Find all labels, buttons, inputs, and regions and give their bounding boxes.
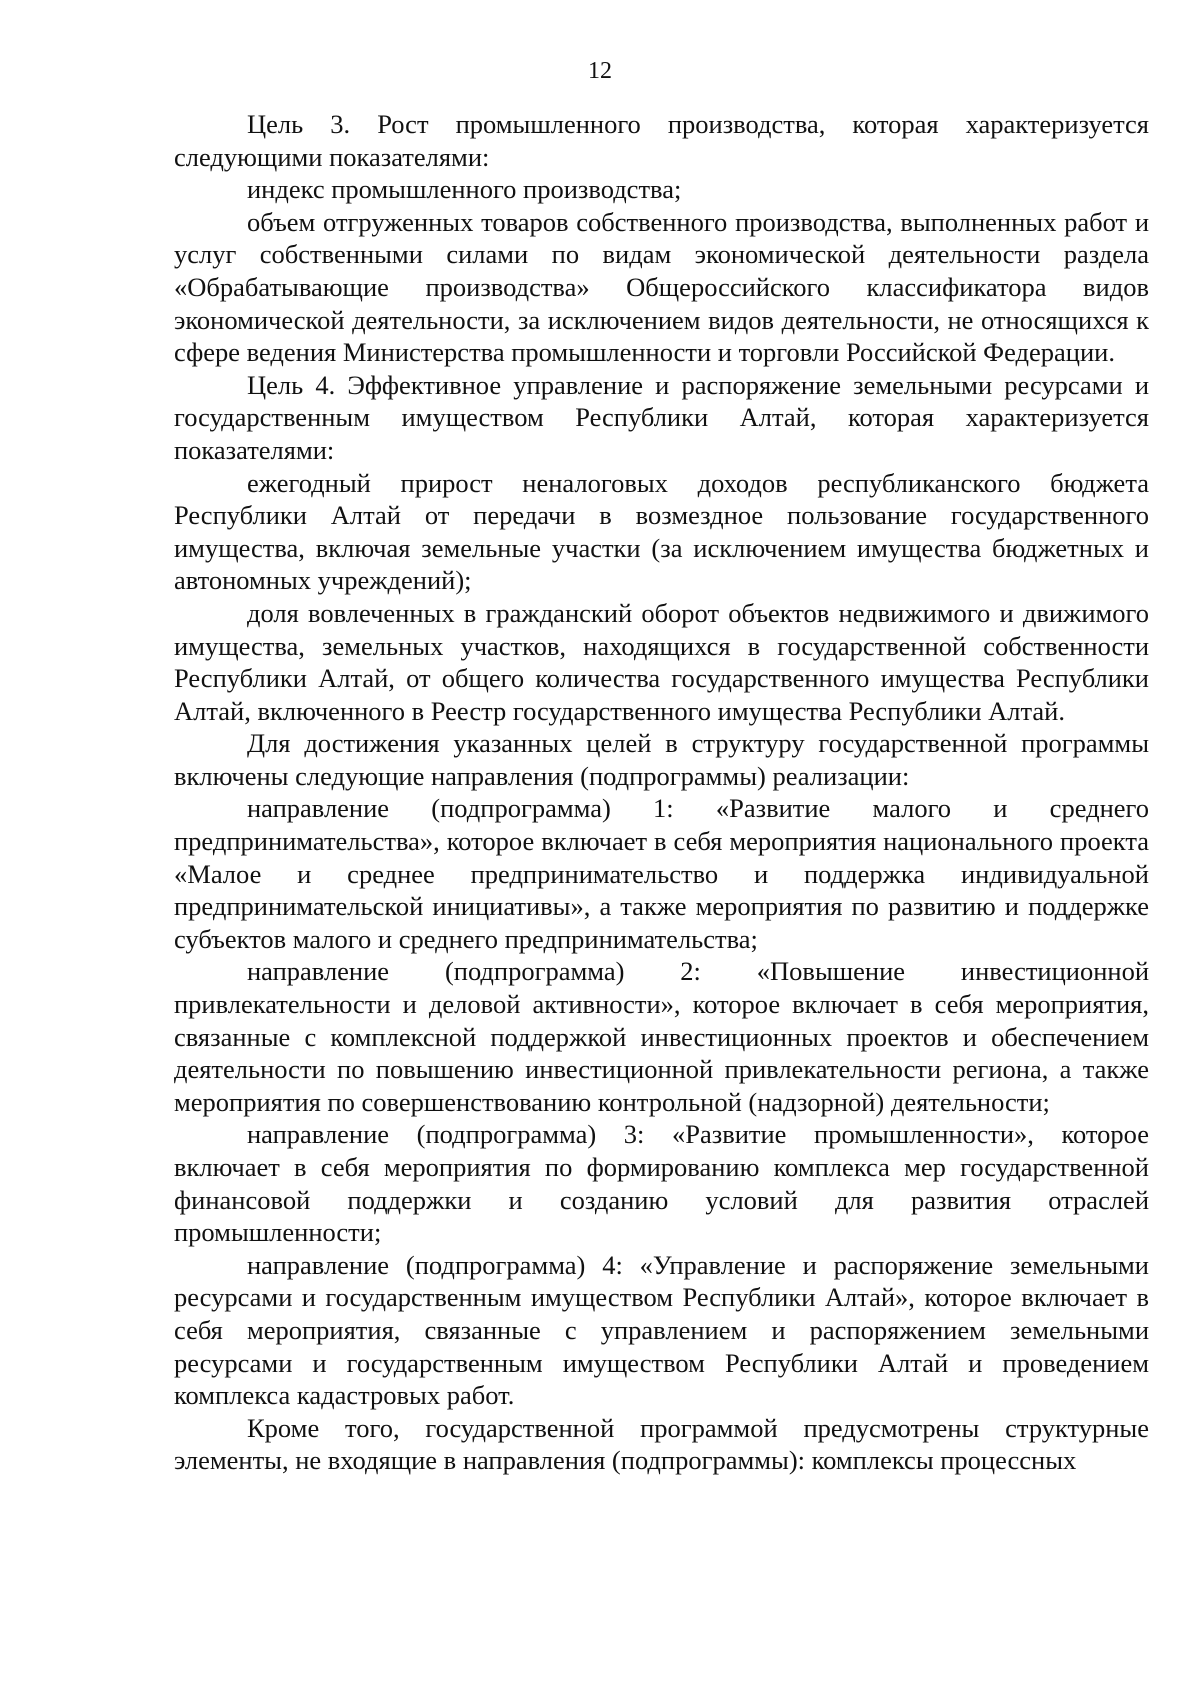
page-number: 12 [588, 58, 612, 84]
paragraph-indicator-industrial-index: индекс промышленного производства; [247, 174, 682, 205]
paragraph-subprogram-1: направление (подпрограмма) 1: «Развитие малого и среднего предпринимательства», которое включает в себя мероприятия национального проекта «Малое и среднее предпринимательство и поддержка индивидуальной предпринимательской инициативы», а также мероприятия по развитию и поддержке субъектов малого и среднего предпринимательства; [174, 793, 1149, 954]
paragraph-goal-4: Цель 4. Эффективное управление и распоряжение земельными ресурсами и государственным имуществом Республики Алтай, которая характеризуется показателями: [174, 369, 1149, 465]
paragraph-subprogram-3: направление (подпрограмма) 3: «Развитие промышленности», которое включает в себя мероприятия по формированию комплекса мер государственной финансовой поддержки и созданию условий для развития отраслей промышленности; [174, 1119, 1149, 1248]
paragraph-indicator-shipped-goods: объем отгруженных товаров собственного производства, выполненных работ и услуг собственными силами по видам экономической деятельности раздела «Обрабатывающие производства» Общероссийского классификатора видов экономической деятельности, за исключением видов деятельности, не относящихся к сфере ведения Министерства промышленности и торговли Российской Федерации. [174, 206, 1149, 368]
paragraph-indicator-non-tax-revenue: ежегодный прирост неналоговых доходов республиканского бюджета Республики Алтай от передачи в возмездное пользование государственного имущества, включая земельные участки (за исключением имущества бюджетных и автономных учреждений); [174, 467, 1149, 596]
paragraph-program-structure: Для достижения указанных целей в структуру государственной программы включены следующие направления (подпрограммы) реализации: [174, 728, 1149, 791]
paragraph-structural-elements: Кроме того, государственной программой предусмотрены структурные элементы, не входящие в направления (подпрограммы): комплексы процессных [174, 1412, 1149, 1476]
paragraph-subprogram-4: направление (подпрограмма) 4: «Управление и распоряжение земельными ресурсами и государственным имуществом Республики Алтай», которое включает в себя мероприятия, связанные с управлением и распоряжением земельными ресурсами и государственным имуществом Республики Алтай и проведением комплекса кадастровых работ. [174, 1249, 1149, 1411]
document-body [174, 108, 1149, 1477]
paragraph-indicator-property-share: доля вовлеченных в гражданский оборот объектов недвижимого и движимого имущества, земельных участков, находящихся в государственной собственности Республики Алтай, от общего количества государственного имущества Республики Алтай, включенного в Реестр государственного имущества Республики Алтай. [174, 597, 1149, 726]
paragraph-subprogram-2: направление (подпрограмма) 2: «Повышение инвестиционной привлекательности и деловой активности», которое включает в себя мероприятия, связанные с комплексной поддержкой инвестиционных проектов и обеспечением деятельности по повышению инвестиционной привлекательности региона, а также мероприятия по совершенствованию контрольной (надзорной) деятельности; [174, 956, 1149, 1117]
paragraph-goal-3: Цель 3. Рост промышленного производства, которая характеризуется следующими показателями: [174, 109, 1149, 172]
